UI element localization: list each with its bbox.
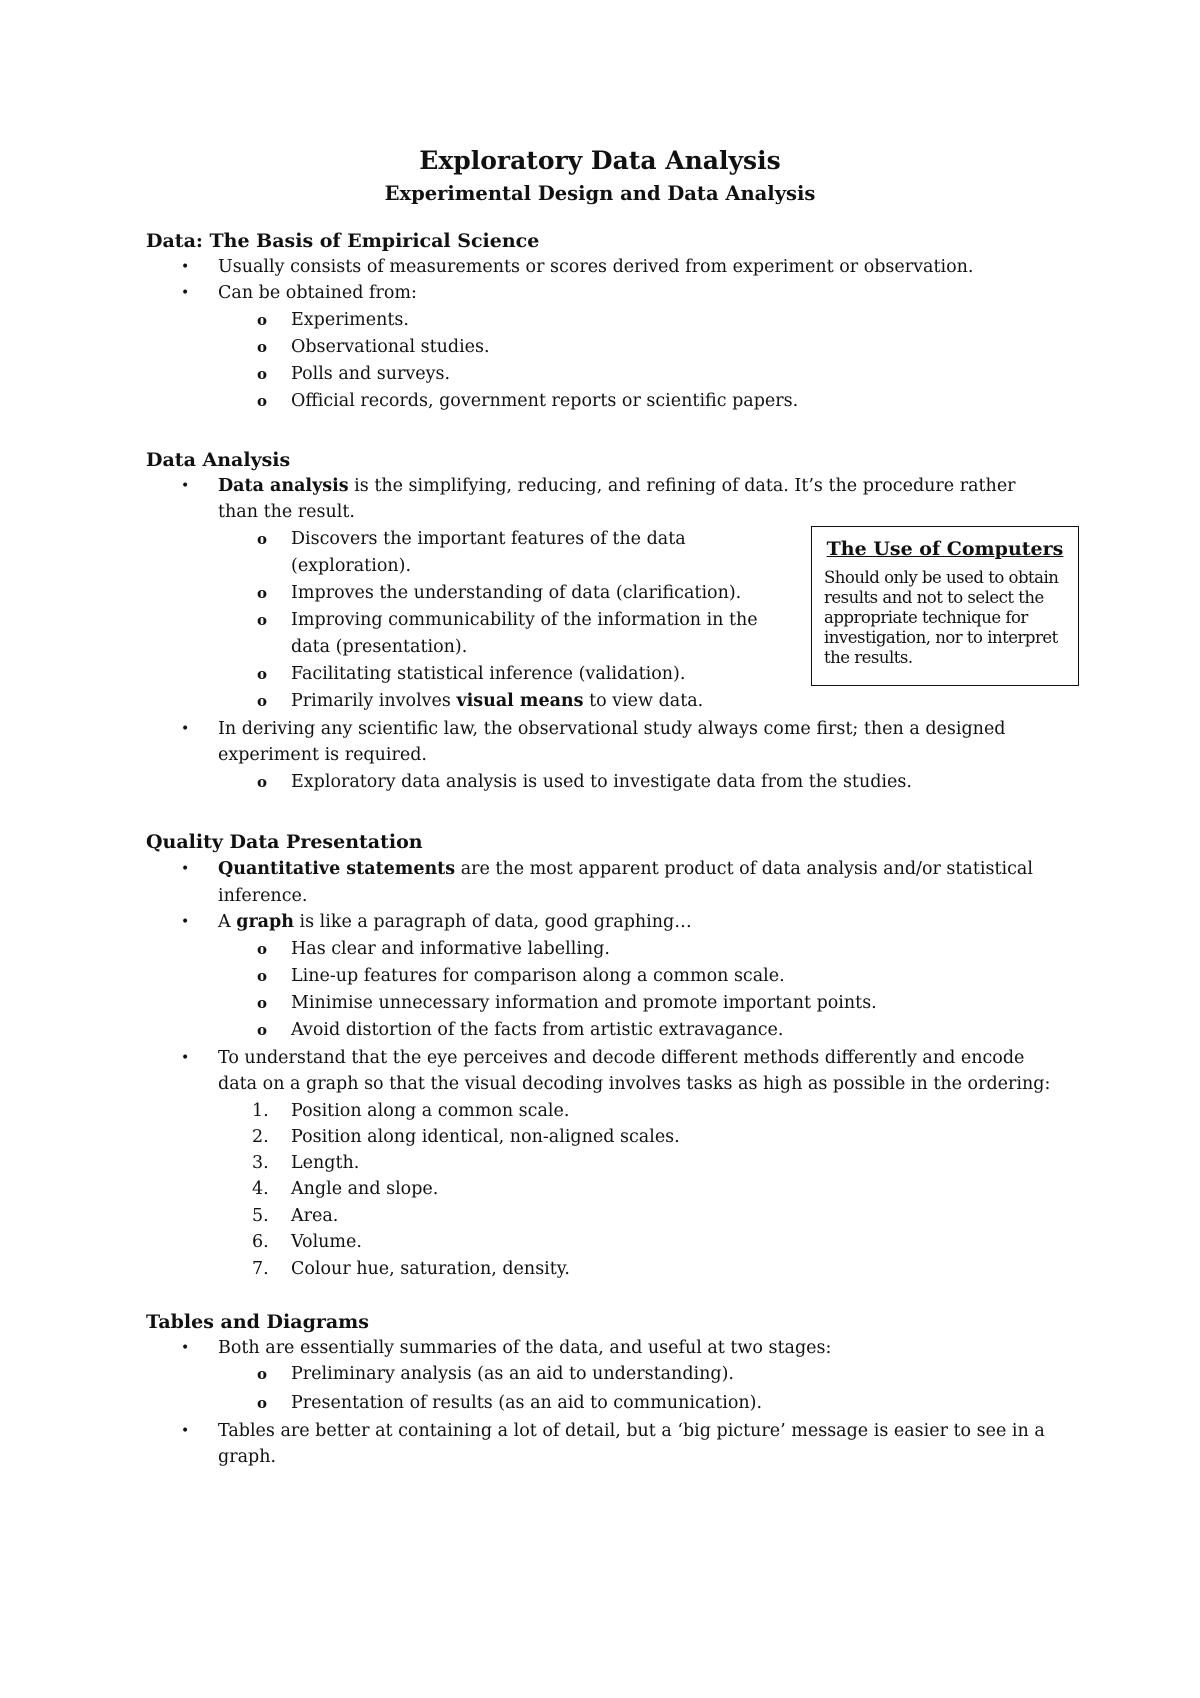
sub-bullet-marker: o xyxy=(257,940,268,958)
list-item-text xyxy=(218,1071,1050,1097)
text-run: Preliminary analysis (as an aid to understanding). xyxy=(291,1364,734,1384)
list-item-text xyxy=(218,499,355,525)
text-run: Improves the understanding of data (clarification). xyxy=(291,583,742,603)
sub-bullet-marker: o xyxy=(257,692,268,710)
text-run: than the result. xyxy=(218,502,355,522)
key-term: Quantitative statements xyxy=(218,859,456,879)
bullet-marker: • xyxy=(181,1050,190,1066)
box-text-line: Should only be used to obtain xyxy=(824,568,1059,587)
text-run: is the simplifying, reducing, and refining of data. It’s the procedure rather xyxy=(348,476,1016,496)
section-heading: Tables and Diagrams xyxy=(146,1311,369,1333)
text-run: Angle and slope. xyxy=(291,1179,439,1199)
text-run: In deriving any scientific law, the observational study always come first; then a designed xyxy=(218,719,1006,739)
box-text-line: results and not to select the xyxy=(824,588,1044,607)
list-item-text xyxy=(218,742,427,768)
list-item-text xyxy=(291,769,912,795)
text-run: Tables are better at containing a lot of detail, but a ‘big picture’ message is easier to see in a xyxy=(218,1421,1045,1441)
list-item-text xyxy=(218,254,973,280)
text-run: is like a paragraph of data, good graphing… xyxy=(293,912,692,932)
list-item-text xyxy=(218,1045,1024,1071)
list-item-text xyxy=(218,883,307,909)
list-item-text xyxy=(291,1176,438,1202)
sub-bullet-marker: o xyxy=(257,1394,268,1412)
list-number: 2. xyxy=(252,1127,269,1147)
sub-bullet-marker: o xyxy=(257,1365,268,1383)
text-run: (exploration). xyxy=(291,556,412,576)
list-item-text xyxy=(291,688,703,714)
list-item-text xyxy=(218,716,1006,742)
text-run: Usually consists of measurements or scores derived from experiment or observation. xyxy=(218,257,974,277)
text-run: Area. xyxy=(291,1206,339,1226)
list-item-text xyxy=(291,963,785,989)
sub-bullet-marker: o xyxy=(257,967,268,985)
text-run: Line-up features for comparison along a common scale. xyxy=(291,966,785,986)
text-run: Can be obtained from: xyxy=(218,283,417,303)
text-run: Position along a common scale. xyxy=(291,1101,570,1121)
page-title: Exploratory Data Analysis xyxy=(419,146,781,175)
box-text xyxy=(824,568,1070,668)
list-item-text xyxy=(218,1335,831,1361)
text-run: Minimise unnecessary information and promote important points. xyxy=(291,993,877,1013)
box-title: The Use of Computers xyxy=(826,538,1064,560)
bullet-marker: • xyxy=(181,478,190,494)
text-run: inference. xyxy=(218,886,308,906)
text-run: Polls and surveys. xyxy=(291,364,451,384)
box-text-line: appropriate technique for xyxy=(824,608,1028,627)
text-run: are the most apparent product of data analysis and/or statistical xyxy=(455,859,1033,879)
text-run: Colour hue, saturation, density. xyxy=(291,1259,570,1279)
list-number: 7. xyxy=(252,1259,269,1279)
list-item-text xyxy=(291,553,411,579)
box-text-line: investigation, nor to interpret xyxy=(824,628,1058,647)
list-item-text xyxy=(291,388,798,414)
list-number: 4. xyxy=(252,1179,269,1199)
text-run: Presentation of results (as an aid to communication). xyxy=(291,1393,763,1413)
text-run: Official records, government reports or scientific papers. xyxy=(291,391,799,411)
list-item-text xyxy=(291,361,450,387)
text-run: to view data. xyxy=(583,691,704,711)
list-item-text xyxy=(218,856,1033,882)
bullet-marker: • xyxy=(181,914,190,930)
sub-bullet-marker: o xyxy=(257,665,268,683)
sub-bullet-marker: o xyxy=(257,611,268,629)
list-item-text xyxy=(291,1017,783,1043)
list-item-text xyxy=(218,473,1016,499)
list-item-text xyxy=(291,1098,569,1124)
section-heading: Data Analysis xyxy=(146,449,291,471)
key-term: visual means xyxy=(456,691,584,711)
bullet-marker: • xyxy=(181,1423,190,1439)
list-item-text xyxy=(291,634,467,660)
sub-bullet-marker: o xyxy=(257,994,268,1012)
text-run: Primarily involves xyxy=(291,691,457,711)
list-item-text xyxy=(218,909,692,935)
bullet-marker: • xyxy=(181,861,190,877)
list-number: 5. xyxy=(252,1206,269,1226)
text-run: Position along identical, non-aligned scales. xyxy=(291,1127,680,1147)
list-item-text xyxy=(291,580,741,606)
text-run: graph. xyxy=(218,1447,277,1467)
list-item-text xyxy=(291,607,758,633)
text-run: data (presentation). xyxy=(291,637,468,657)
text-run: Volume. xyxy=(291,1232,362,1252)
text-run: Improving communicability of the information in the xyxy=(291,610,758,630)
text-run: Both are essentially summaries of the data, and useful at two stages: xyxy=(218,1338,832,1358)
text-run: Has clear and informative labelling. xyxy=(291,939,610,959)
text-run: Exploratory data analysis is used to investigate data from the studies. xyxy=(291,772,912,792)
text-run: Discovers the important features of the data xyxy=(291,529,686,549)
list-item-text xyxy=(218,1418,1045,1444)
text-run: Avoid distortion of the facts from artistic extravagance. xyxy=(291,1020,784,1040)
list-item-text xyxy=(291,661,685,687)
sub-bullet-marker: o xyxy=(257,365,268,383)
list-item-text xyxy=(291,1124,680,1150)
list-item-text xyxy=(291,1150,359,1176)
list-item-text xyxy=(291,1229,362,1255)
list-item-text xyxy=(291,990,877,1016)
bullet-marker: • xyxy=(181,1340,190,1356)
list-item-text xyxy=(291,1390,762,1416)
sub-bullet-marker: o xyxy=(257,530,268,548)
list-number: 1. xyxy=(252,1101,269,1121)
list-item-text xyxy=(291,936,610,962)
key-term: graph xyxy=(236,912,294,932)
computers-note-box xyxy=(811,526,1079,686)
list-item-text xyxy=(291,307,409,333)
list-item-text xyxy=(218,1444,276,1470)
list-item-text xyxy=(291,1361,734,1387)
list-item-text xyxy=(291,334,490,360)
text-run: data on a graph so that the visual decoding involves tasks as high as possible in the ordering: xyxy=(218,1074,1051,1094)
key-term: Data analysis xyxy=(218,476,349,496)
page-subtitle: Experimental Design and Data Analysis xyxy=(384,182,816,205)
sub-bullet-marker: o xyxy=(257,392,268,410)
text-run: Experiments. xyxy=(291,310,409,330)
sub-bullet-marker: o xyxy=(257,1021,268,1039)
text-run: A xyxy=(218,912,237,932)
section-heading: Data: The Basis of Empirical Science xyxy=(146,230,540,252)
sub-bullet-marker: o xyxy=(257,311,268,329)
list-number: 6. xyxy=(252,1232,269,1252)
text-run: Facilitating statistical inference (validation). xyxy=(291,664,686,684)
section-heading: Quality Data Presentation xyxy=(146,831,423,853)
list-item-text xyxy=(218,280,417,306)
list-number: 3. xyxy=(252,1153,269,1173)
box-text-line: the results. xyxy=(824,648,913,667)
text-run: experiment is required. xyxy=(218,745,427,765)
bullet-marker: • xyxy=(181,721,190,737)
sub-bullet-marker: o xyxy=(257,584,268,602)
sub-bullet-marker: o xyxy=(257,338,268,356)
list-item-text xyxy=(291,526,686,552)
text-run: To understand that the eye perceives and decode different methods differently and encode xyxy=(218,1048,1025,1068)
sub-bullet-marker: o xyxy=(257,773,268,791)
text-run: Length. xyxy=(291,1153,360,1173)
list-item-text xyxy=(291,1256,570,1282)
list-item-text xyxy=(291,1203,338,1229)
bullet-marker: • xyxy=(181,285,190,301)
text-run: Observational studies. xyxy=(291,337,490,357)
bullet-marker: • xyxy=(181,259,190,275)
